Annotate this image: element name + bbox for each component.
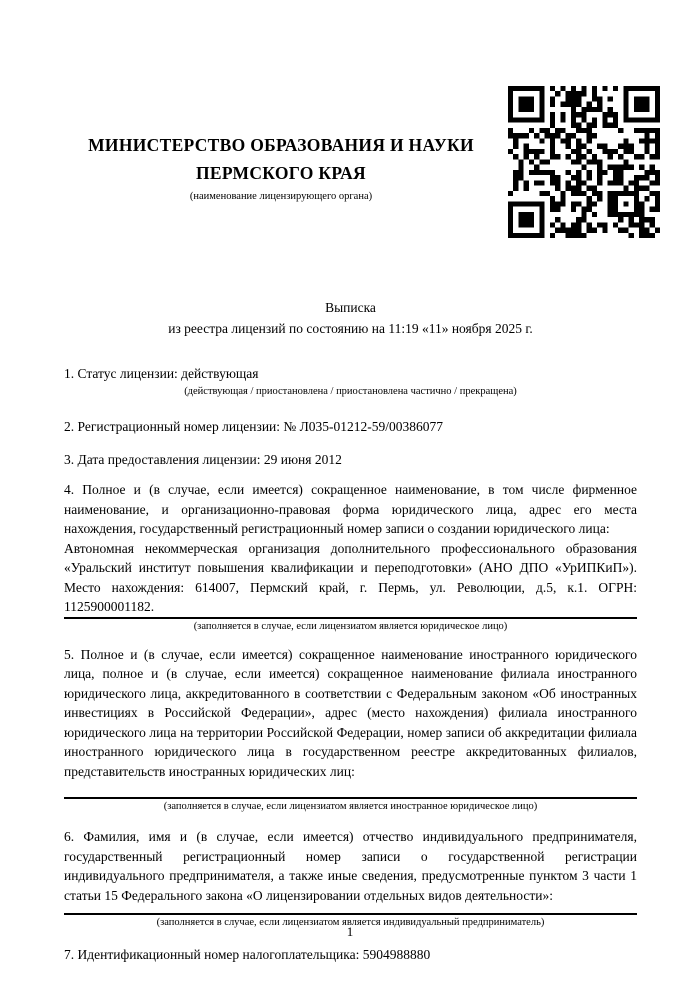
qr-code-icon [508,84,660,240]
grant-date-text: 3. Дата предоставления лицензии: 29 июня 2012 [64,452,342,467]
document-title-line1: Выписка [325,300,376,315]
legal-entity-hint: (заполняется в случае, если лицензиатом является юридическое лицо) [193,620,508,632]
field-grant-date [64,450,637,470]
foreign-entity-hint: (заполняется в случае, если лицензиатом является иностранное юридическое лицо) [163,801,538,812]
taxpayer-number-text: 7. Идентификационный номер налогоплательщика: 5904988880 [64,947,431,962]
individual-entrepreneur-hint: (заполняется в случае, если лицензиатом является индивидуальный предприниматель) [156,917,545,928]
licensing-authority-block [65,131,497,204]
document-title-line2: из реестра лицензий по состоянию на 11:19 «11» ноября 2025 г. [168,321,533,336]
registration-number-text: 2. Регистрационный номер лицензии: № Л035-01212-59/00386077 [64,419,444,434]
legal-entity-label: 4. Полное и (в случае, если имеется) сокращенное наименование, в том числе фирменное наименование, и организационно-правовая форма юридического лица, адрес его места нахождения, государственный регистрационный номер записи о создании юридического лица: [64,482,637,536]
field-registration-number [64,417,637,437]
field-license-status [64,364,637,400]
ministry-caption: (наименование лицензирующего органа) [189,191,373,202]
page-number: 1 [346,924,354,939]
field-taxpayer-number [64,945,637,965]
field-foreign-entity [64,645,637,816]
ministry-name-line2: ПЕРМСКОГО КРАЯ [196,163,366,183]
legal-entity-value: Автономная некоммерческая организация дополнительного профессионального образования «Уральский институт повышения квалификации и переподготовки» (АНО ДПО «УрИПКиП»). Место нахождения: 614007, Пермский край, г. Пермь, ул. Революции, д.5, к.1. ОГРН: 1125900001182. [64,540,637,614]
field-individual-entrepreneur [64,827,637,931]
document-title [64,297,637,339]
document-body [64,364,637,965]
license-status-hint: (действующая / приостановлена / приостановлена частично / прекращена) [184,386,517,397]
foreign-entity-label: 5. Полное и (в случае, если имеется) сокращенное наименование иностранного юридического лица, полное и (в случае, если имеется) сокращенное наименование филиала иностранного юридического лица, аккредитованного в соответствии с Федеральным законом «Об иностранных инвестициях в Российской Федерации», адрес (место нахождения) филиала иностранного юридического лица на территории Российской Федерации, номер записи об аккредитации филиала иностранного юридического лица в государственном реестре аккредитованных филиалов, представительств иностранных юридических лиц: [64,646,637,779]
individual-entrepreneur-label: 6. Фамилия, имя и (в случае, если имеется) отчество индивидуального предпринимателя, государственный регистрационный номер записи о государственной регистрации индивидуального предпринимателя, а также иные сведения, предусмотренные пунктом 3 части 1 статьи 15 Федерального закона «О лицензировании отдельных видов деятельности»: [64,829,637,903]
field-legal-entity [64,480,637,635]
ministry-name-line1: МИНИСТЕРСТВО ОБРАЗОВАНИЯ И НАУКИ [88,135,474,155]
license-status-text: 1. Статус лицензии: действующая [64,366,259,381]
